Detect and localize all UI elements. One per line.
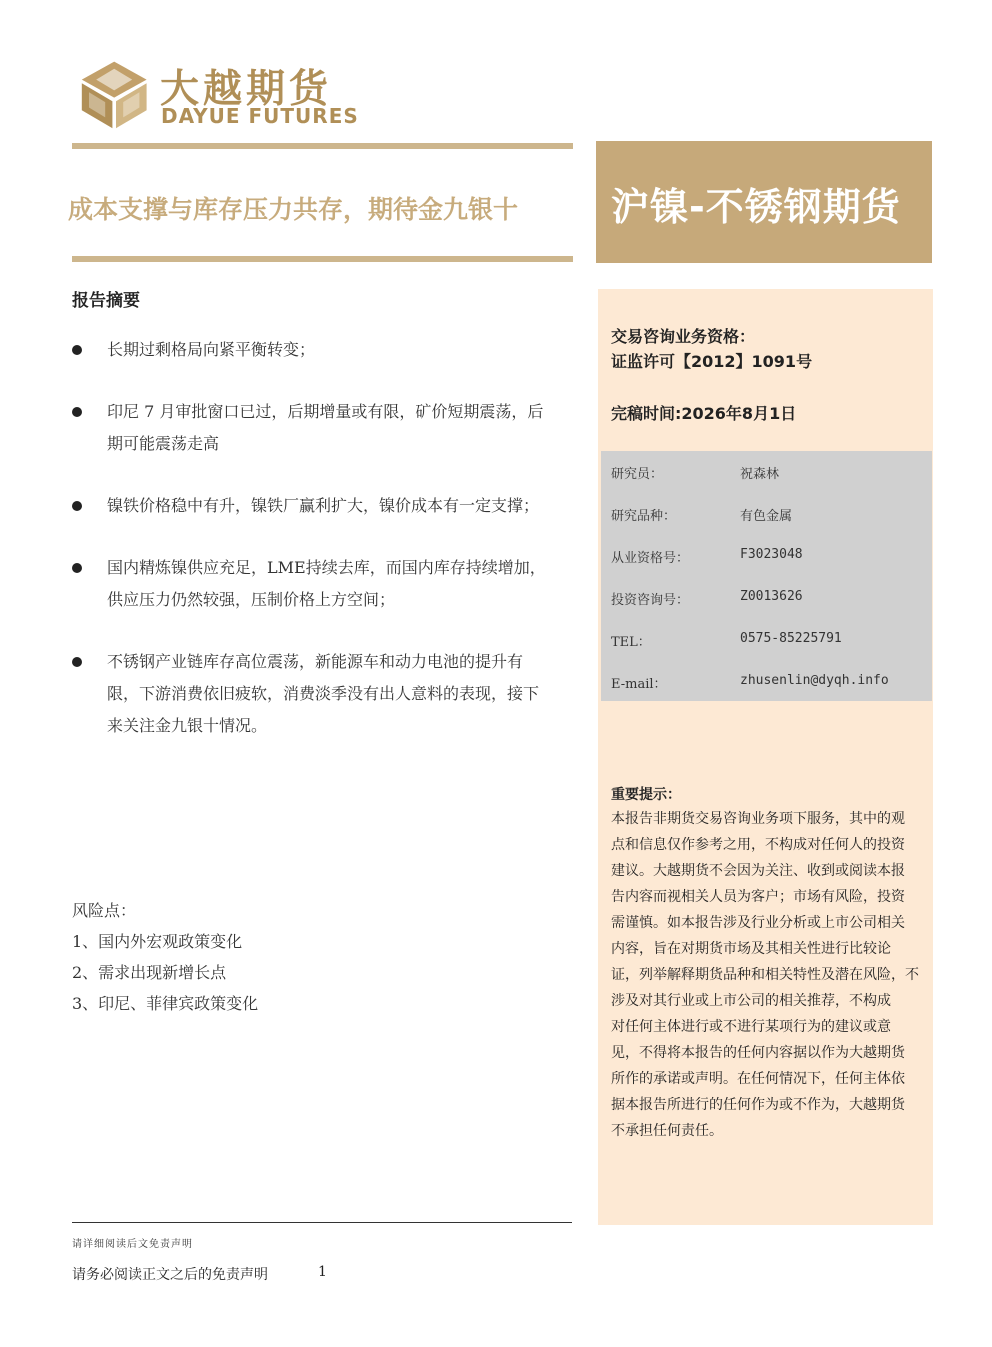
research-field-value: 有色金属 (740, 509, 793, 524)
research-field-label: 研究品种： (611, 509, 677, 524)
notice-line: 见，不得将本报告的任何内容据以作为大越期货 (611, 1045, 905, 1061)
footer-rule (72, 1222, 572, 1223)
summary-bullet (72, 334, 577, 366)
bullet-dot-icon (72, 563, 82, 573)
tel-value: 0575-85225791 (740, 631, 842, 646)
risk-section (72, 895, 258, 1019)
consult-no-label: 投资咨询号： (611, 593, 690, 608)
bullet-line: 镍铁价格稳中有升，镍铁厂赢利扩大，镍价成本有一定支撑； (107, 496, 540, 515)
notice-line: 所作的承诺或声明。在任何情况下，任何主体依 (611, 1071, 905, 1087)
headline-top-rule (72, 143, 573, 149)
analyst-label: 研究员： (611, 467, 664, 482)
bullet-line: 期可能震荡走高 (107, 434, 220, 453)
risk-item: 1、国内外宏观政策变化 (72, 932, 243, 951)
qualification-no-value: F3023048 (740, 547, 803, 562)
summary-bullet (72, 396, 577, 460)
report-headline: 成本支撑与库存压力共存，期待金九银十 (68, 195, 519, 224)
headline-bottom-rule (72, 256, 573, 262)
risk-item: 3、印尼、菲律宾政策变化 (72, 994, 259, 1013)
qualification-label: 交易咨询业务资格： (611, 327, 756, 346)
notice-title: 重要提示： (611, 787, 681, 803)
tel-label: TEL： (611, 635, 651, 650)
product-banner-title: 沪镍-不锈钢期货 (611, 185, 901, 229)
notice-line: 本报告非期货交易咨询业务项下服务，其中的观 (611, 811, 905, 827)
brand-name-cn: 大越期货 (160, 67, 333, 112)
notice-line: 证，列举解释期货品种和相关特性及潜在风险，不 (611, 967, 919, 983)
analyst-name: 祝森林 (740, 467, 780, 482)
notice-line: 建议。大越期货不会因为关注、收到或阅读本报 (611, 863, 905, 879)
license-number: 证监许可【2012】1091号 (611, 352, 813, 371)
bullet-line: 长期过剩格局向紧平衡转变； (107, 340, 316, 359)
qualification-no-label: 从业资格号： (611, 551, 690, 566)
notice-line: 告内容而视相关人员为客户；市场有风险，投资 (611, 889, 905, 905)
bullet-line: 供应压力仍然较强，压制价格上方空间； (107, 590, 396, 609)
email-value[interactable]: zhusenlin@dyqh.info (740, 673, 889, 688)
analyst-info-box (601, 451, 932, 701)
bullet-dot-icon (72, 657, 82, 667)
completion-date: 完稿时间:2026年8月1日 (611, 404, 797, 423)
notice-line: 点和信息仅作参考之用，不构成对任何人的投资 (611, 837, 905, 853)
summary-bullet (72, 646, 577, 742)
summary-bullet (72, 490, 577, 522)
brand-name-en: DAYUE FUTURES (161, 104, 359, 128)
bullet-line: 来关注金九银十情况。 (107, 716, 268, 735)
risk-title: 风险点： (72, 901, 137, 920)
summary-bullet (72, 552, 577, 616)
page-number: 1 (318, 1264, 327, 1280)
notice-line: 内容，旨在对期货市场及其相关性进行比较论 (611, 941, 891, 957)
notice-line: 需谨慎。如本报告涉及行业分析或上市公司相关 (611, 915, 905, 931)
notice-line: 不承担任何责任。 (611, 1123, 723, 1139)
notice-body (611, 806, 923, 1144)
summary-title: 报告摘要 (72, 291, 140, 311)
bullet-dot-icon (72, 501, 82, 511)
bullet-dot-icon (72, 345, 82, 355)
bullet-line: 国内精炼镍供应充足，LME持续去库，而国内库存持续增加， (107, 558, 546, 577)
cube-logo-icon (80, 56, 152, 132)
bullet-dot-icon (72, 407, 82, 417)
bullet-line: 不锈钢产业链库存高位震荡，新能源车和动力电池的提升有 (107, 652, 524, 671)
notice-line: 据本报告所进行的任何作为或不作为，大越期货 (611, 1097, 905, 1113)
footer-disclaimer-small: 请详细阅读后文免责声明 (72, 1239, 193, 1250)
bullet-line: 限，下游消费依旧疲软，消费淡季没有出人意料的表现，接下 (107, 684, 540, 703)
notice-line: 涉及对其行业或上市公司的相关推荐，不构成 (611, 993, 891, 1009)
consult-no-value: Z0013626 (740, 589, 803, 604)
email-label: E-mail： (611, 677, 667, 692)
footer-disclaimer: 请务必阅读正文之后的免责声明 (72, 1267, 268, 1283)
risk-item: 2、需求出现新增长点 (72, 963, 227, 982)
notice-line: 对任何主体进行或不进行某项行为的建议或意 (611, 1019, 891, 1035)
bullet-line: 印尼 7 月审批窗口已过，后期增量或有限，矿价短期震荡，后 (107, 402, 544, 421)
